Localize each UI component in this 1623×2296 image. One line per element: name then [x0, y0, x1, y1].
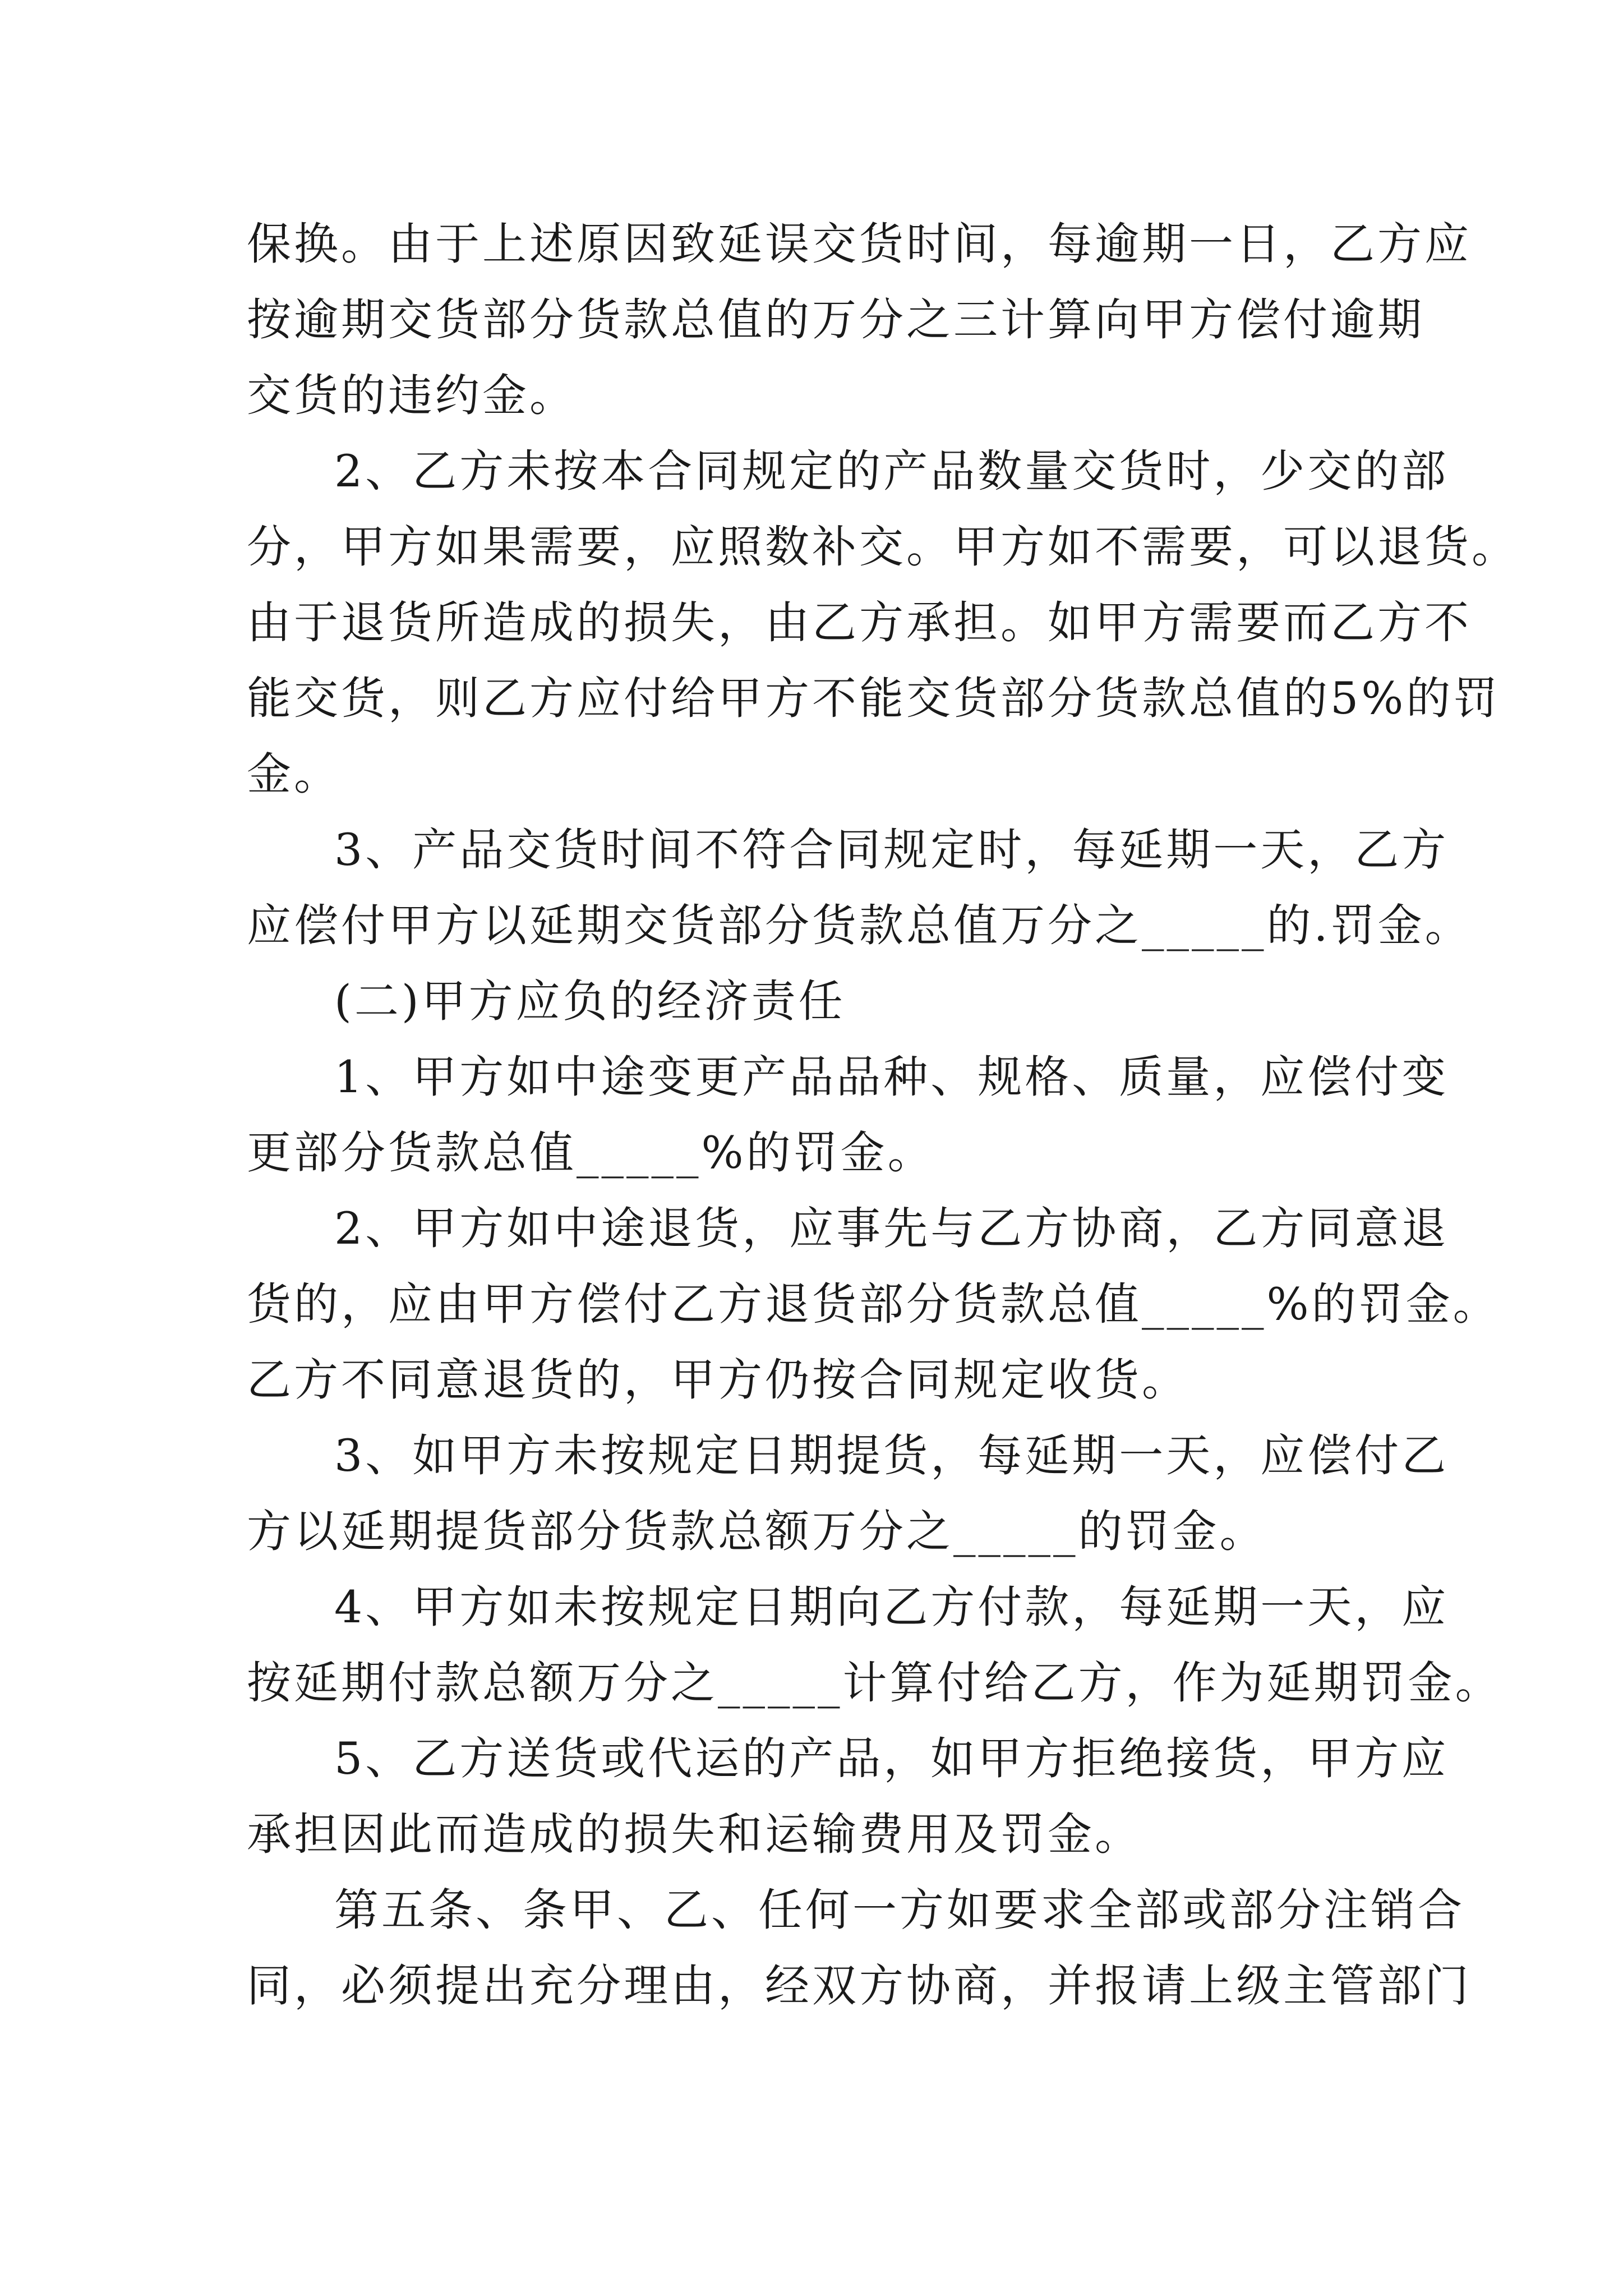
text-line: 应偿付甲方以延期交货部分货款总值万分之_____的.罚金。: [247, 900, 1472, 951]
text-line: 3、产品交货时间不符合同规定时，每延期一天，乙方: [334, 824, 1449, 876]
text-line: 保换。由于上述原因致延误交货时间，每逾期一日，乙方应: [247, 218, 1472, 270]
text-line: 乙方不同意退货的，甲方仍按合同规定收货。: [247, 1354, 1189, 1406]
text-line: 第五条、条甲、乙、任何一方如要求全部或部分注销合: [334, 1884, 1465, 1936]
text-line: 1、甲方如中途变更产品品种、规格、质量，应偿付变: [334, 1051, 1449, 1103]
text-line: 2、乙方未按本合同规定的产品数量交货时，少交的部: [334, 445, 1449, 497]
text-line: 同，必须提出充分理由，经双方协商，并报请上级主管部门: [247, 1960, 1472, 2012]
text-line: 按逾期交货部分货款总值的万分之三计算向甲方偿付逾期: [247, 294, 1424, 346]
text-line: 承担因此而造成的损失和运输费用及罚金。: [247, 1809, 1142, 1860]
text-line: 能交货，则乙方应付给甲方不能交货部分货款总值的5%的罚: [247, 673, 1501, 724]
text-line: 3、如甲方未按规定日期提货，每延期一天，应偿付乙: [334, 1430, 1449, 1481]
text-line: 4、甲方如未按规定日期向乙方付款，每延期一天，应: [334, 1581, 1449, 1633]
text-line: 更部分货款总值_____%的罚金。: [247, 1127, 935, 1179]
text-line: 分，甲方如果需要，应照数补交。甲方如不需要，可以退货。: [247, 521, 1519, 573]
text-line: 方以延期提货部分货款总额万分之_____的罚金。: [247, 1506, 1267, 1557]
section-heading: (二)甲方应负的经济责任: [334, 976, 846, 1027]
text-line: 交货的违约金。: [247, 370, 577, 421]
text-line: 金。: [247, 748, 341, 800]
text-line: 由于退货所造成的损失，由乙方承担。如甲方需要而乙方不: [247, 597, 1472, 648]
text-line: 货的，应由甲方偿付乙方退货部分货款总值_____%的罚金。: [247, 1278, 1500, 1330]
text-line: 按延期付款总额万分之_____计算付给乙方，作为延期罚金。: [247, 1657, 1502, 1709]
text-line: 5、乙方送货或代运的产品，如甲方拒绝接货，甲方应: [334, 1733, 1449, 1784]
text-line: 2、甲方如中途退货，应事先与乙方协商，乙方同意退: [334, 1203, 1449, 1254]
